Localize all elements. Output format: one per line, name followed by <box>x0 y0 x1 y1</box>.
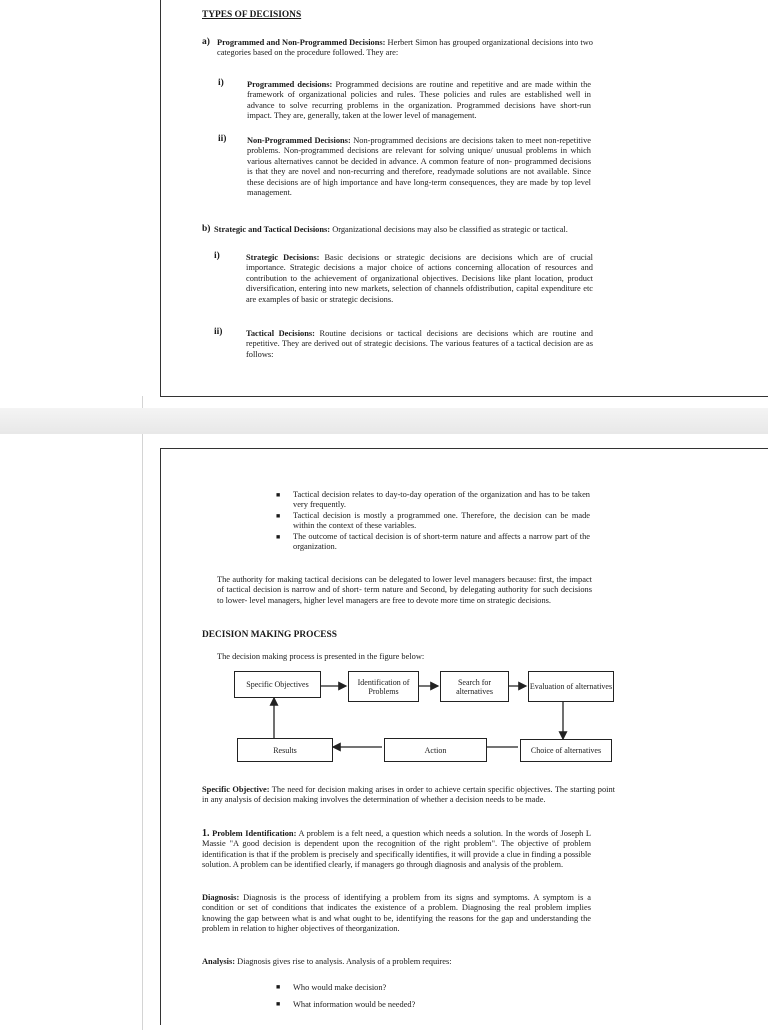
item-a-ii-marker: ii) <box>218 134 227 144</box>
list-item <box>276 996 576 1013</box>
section-b-marker: b) <box>202 224 211 234</box>
analysis-questions-list <box>276 979 576 1013</box>
flow-evaluation-of-alternatives: Evaluation of alternatives <box>528 671 614 702</box>
section-a-heading: Programmed and Non-Programmed Decisions: <box>217 38 386 47</box>
programmed-decisions-text: Programmed decisions are routine and repetitive and are made within the framework of organizational policies and rules. These policies and rules are established well in advance to solve recurring problems in the organization. Programmed decisions have short-run impact. They are, generally, taken at the lower level of management. <box>247 80 591 121</box>
programmed-decisions-paragraph <box>247 80 591 122</box>
section-b-heading: Strategic and Tactical Decisions: <box>214 225 331 234</box>
tactical-decisions-text: Routine decisions or tactical decisions are decisions which are routine and repetitive. They are derived out of strategic decisions. The various features of a tactical decision are as follows: <box>246 329 593 359</box>
bullet-icon: ■ <box>276 491 281 499</box>
strategic-decisions-paragraph <box>246 253 593 305</box>
problem-identification-number: 1. <box>202 828 210 839</box>
flow-search-for-alternatives: Search for alternatives <box>440 671 509 702</box>
list-item <box>276 979 576 996</box>
document-page-2 <box>160 448 768 1025</box>
page-gutter <box>0 396 143 1030</box>
section-b-text: Organizational decisions may also be classified as strategic or tactical. <box>330 225 568 234</box>
item-b-i-marker: i) <box>214 251 220 261</box>
diagnosis-heading: Diagnosis: <box>202 893 240 902</box>
diagnosis-text: Diagnosis is the process of identifying a problem from its signs and symptoms. A symptom is a condition or set of conditions that indicates the existence of a problem. Diagnosing the real problem implies knowing the gap between what is and what ought to be, identifying the reasons for the gap and understanding the problem in relation to higher objectives of theorganization. <box>202 893 591 934</box>
tactical-decisions-paragraph <box>246 329 593 360</box>
authority-paragraph: The authority for making tactical decisions can be delegated to lower level managers because: first, the impact of tactical decision is narrow and of short- term nature and Second, by delegating authority for such decisions to lower- level managers, higher level managers are free to devote more time on strategic decisions. <box>217 575 592 605</box>
document-page-1 <box>160 0 768 397</box>
section-a-text: Herbert Simon has grouped organizational decisions into two categories based on the procedure followed. They are: <box>217 38 593 58</box>
item-a-i-marker: i) <box>218 78 224 88</box>
process-heading: DECISION MAKING PROCESS <box>202 630 337 640</box>
list-item-text: Who would make decision? <box>293 983 387 992</box>
flow-specific-objectives: Specific Objectives <box>234 671 321 698</box>
section-a-marker: a) <box>202 37 210 47</box>
problem-identification-heading: Problem Identification: <box>212 829 297 838</box>
section-a-paragraph <box>217 38 593 59</box>
strategic-decisions-heading: Strategic Decisions: <box>246 253 320 262</box>
list-item-text: Tactical decision is mostly a programmed one. Therefore, the decision can be made within the context of these variables. <box>293 510 590 531</box>
specific-objective-heading: Specific Objective: <box>202 785 270 794</box>
list-item-text: The outcome of tactical decision is of short-term nature and affects a narrow part of the organization. <box>293 531 590 552</box>
flow-action: Action <box>384 738 487 762</box>
analysis-heading: Analysis: <box>202 957 236 966</box>
item-b-ii-marker: ii) <box>214 327 223 337</box>
non-programmed-decisions-heading: Non-Programmed Decisions: <box>247 136 351 145</box>
problem-identification-text: A problem is a felt need, a question which needs a solution. In the words of Joseph L Massie "A good decision is dependent upon the recognition of the right problem". The objective of problem identification is that if the problem is precisely and specifically identifies, it will provide a clue in finding a possible solution. A problem can be identified clearly, if managers go through diagnosis and analysis of the problem. <box>202 829 592 870</box>
page-separator <box>0 408 768 434</box>
tactical-decisions-heading: Tactical Decisions: <box>246 329 315 338</box>
list-item-text: Tactical decision relates to day-to-day operation of the organization and has to be taken very frequently. <box>293 490 590 510</box>
specific-objective-paragraph <box>202 785 615 806</box>
bullet-icon: ■ <box>276 983 281 991</box>
analysis-paragraph <box>202 957 591 967</box>
bullet-icon: ■ <box>276 532 281 541</box>
page-title: TYPES OF DECISIONS <box>202 10 302 20</box>
analysis-text: Diagnosis gives rise to analysis. Analysis of a problem requires: <box>235 957 452 966</box>
process-intro: The decision making process is presented in the figure below: <box>217 652 425 661</box>
programmed-decisions-heading: Programmed decisions: <box>247 80 333 89</box>
problem-identification-paragraph <box>202 829 591 871</box>
specific-objective-text: The need for decision making arises in order to achieve certain specific objectives. The starting point in any analysis of decision making involves the determination of whether a decision needs to be made. <box>202 785 615 805</box>
diagnosis-paragraph <box>202 893 591 935</box>
flow-choice-of-alternatives: Choice of alternatives <box>520 739 612 762</box>
list-item-text: What information would be needed? <box>293 1000 416 1009</box>
section-b-paragraph <box>214 225 591 235</box>
flow-results: Results <box>237 738 333 762</box>
bullet-icon: ■ <box>276 511 281 520</box>
flow-identification-of-problems: Identification of Problems <box>348 671 419 702</box>
non-programmed-decisions-paragraph <box>247 136 591 198</box>
bullet-icon: ■ <box>276 1000 281 1008</box>
strategic-decisions-text: Basic decisions or strategic decisions are decisions which are of crucial importance. Strategic decisions a major choice of actions concerning allocation of resources and contribution to the achievement of organizational objectives. Decisions like plant location, product diversification, entering into new markets, selection of channels ofdistribution, capital expenditure etc are examples of basic or strategic decisions. <box>246 253 593 304</box>
non-programmed-decisions-text: Non-programmed decisions are decisions taken to meet non-repetitive problems. Non-programmed decisions are relevant for solving unique/ unusual problems in which various alternatives cannot be decided in advance. A common feature of non- programmed decisions is that they are novel and non-recurring and therefore, readymade solutions are not available. Since these decisions are of high importance and have long-term consequences, they are made by top level management. <box>247 136 591 198</box>
